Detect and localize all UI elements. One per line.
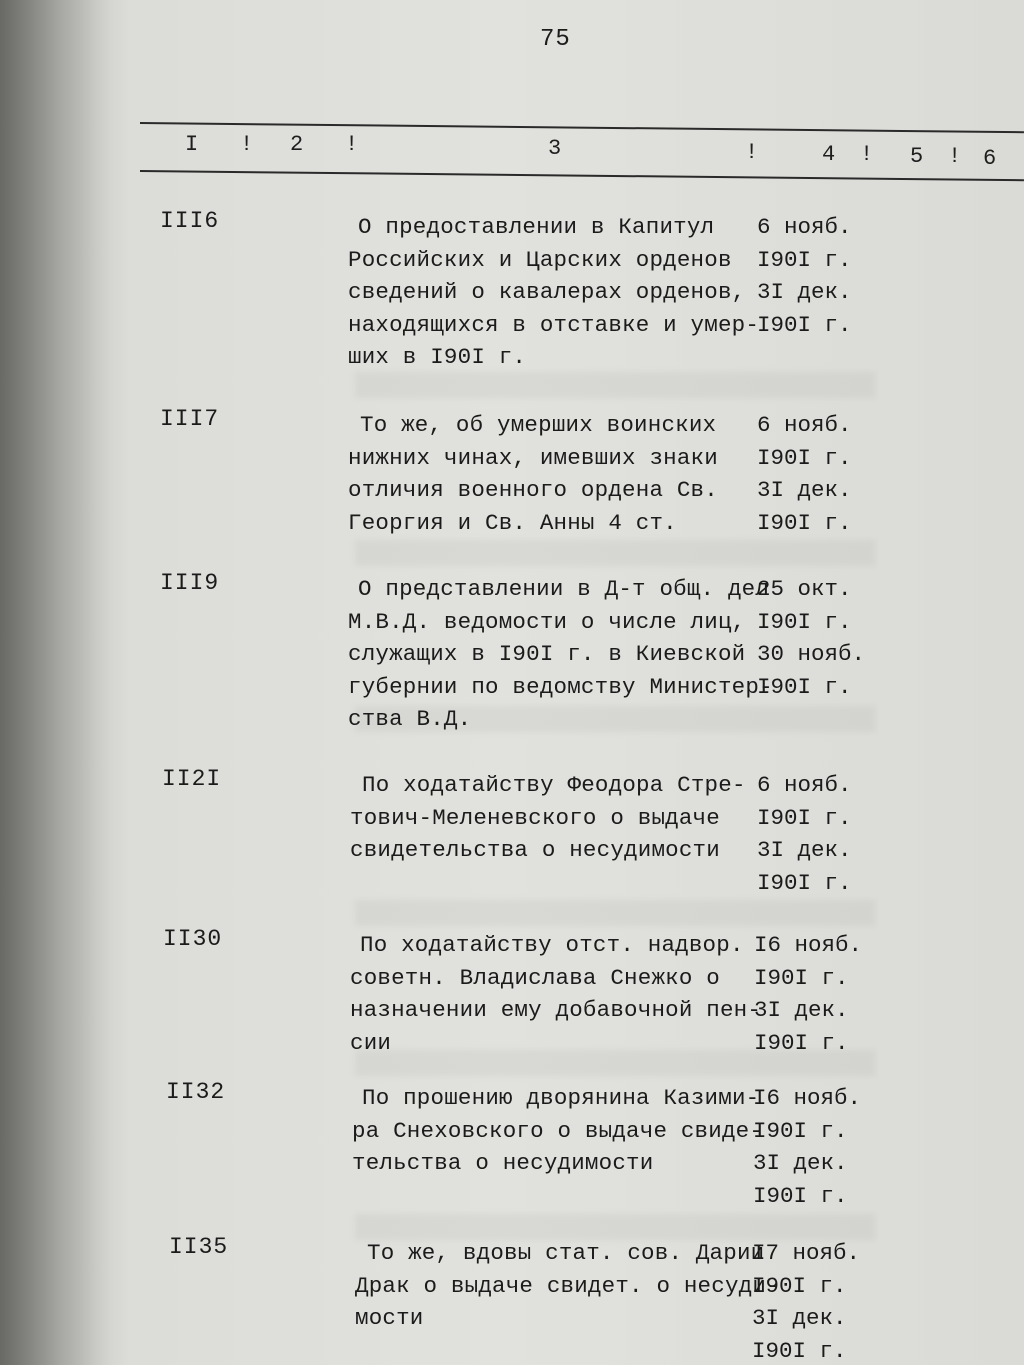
header-rule-top: [140, 122, 1024, 133]
entry-description-line: М.В.Д. ведомости о числе лиц,: [348, 608, 746, 635]
header-col-5: 5: [910, 144, 924, 169]
entry-description-line: Драк о выдаче свидет. о несуди-: [355, 1272, 780, 1299]
header-col-4: 4: [822, 142, 836, 167]
header-col-2: 2: [290, 132, 304, 157]
entry-date-year: I90I г.: [757, 509, 852, 536]
entry-date-day: I7 нояб.: [752, 1240, 861, 1266]
entry-description-line: мости: [355, 1305, 424, 1331]
entry-description-line: Георгия и Св. Анны 4 ст.: [348, 509, 677, 536]
entry-date-day: 6 нояб.: [757, 412, 852, 438]
entry-description-line: сии: [350, 1029, 392, 1056]
entry-description-line: По ходатайству отст. надвор.: [360, 932, 744, 958]
entry-date-day: 6 нояб.: [757, 772, 852, 798]
entry-date-year: I90I г.: [754, 1029, 849, 1056]
header-separator: !: [860, 142, 874, 167]
header-separator: !: [948, 144, 962, 169]
entry-description-line: губернии по ведомству Министер-: [348, 673, 773, 700]
entry-description-line: тельства о несудимости: [352, 1150, 654, 1176]
entry-description-line: нижних чинах, имевших знаки: [348, 444, 718, 471]
entry-date-year: I90I г.: [757, 673, 852, 700]
header-separator: !: [240, 132, 254, 157]
entry-date-day: 30 нояб.: [757, 641, 866, 667]
entry-date-year: I90I г.: [757, 804, 852, 831]
book-spine-shadow: [0, 0, 110, 1365]
entry-description-line: Российских и Царских орденов: [348, 246, 732, 273]
entry-date-day: 3I дек.: [757, 477, 852, 503]
entry-number: III7: [160, 406, 220, 432]
entry-number: II30: [163, 926, 223, 952]
entry-date-year: I90I г.: [757, 246, 852, 273]
entry-description-line: То же, об умерших воинских: [360, 412, 717, 438]
header-col-1: I: [185, 132, 199, 157]
header-separator: !: [745, 140, 759, 165]
entry-description-line: тович-Меленевского о выдаче: [350, 804, 720, 831]
entry-number: III6: [160, 208, 220, 234]
entry-date-year: I90I г.: [757, 444, 852, 471]
entry-description-line: По ходатайству Феодора Стре-: [362, 772, 746, 798]
entry-date-year: I90I г.: [757, 608, 852, 635]
entry-description-line: О представлении в Д-т общ. дел: [358, 576, 770, 602]
entry-description-line: советн. Владислава Снежко о: [350, 964, 720, 991]
entry-description-line: отличия военного ордена Св.: [348, 477, 718, 503]
entry-description-line: То же, вдовы стат. сов. Дарии: [367, 1240, 765, 1266]
entry-number: II32: [166, 1079, 226, 1105]
bleed-through: [355, 540, 875, 566]
entry-description-line: ства В.Д.: [348, 706, 472, 732]
entry-date-year: I90I г.: [753, 1182, 848, 1209]
entry-number: III9: [160, 570, 220, 596]
entry-date-day: I6 нояб.: [754, 932, 863, 958]
header-col-3: 3: [548, 136, 562, 161]
entry-date-year: I90I г.: [757, 869, 852, 896]
page-number: 75: [540, 26, 571, 53]
entry-description-line: свидетельства о несудимости: [350, 837, 720, 863]
entry-date-day: 3I дек.: [752, 1305, 847, 1331]
entry-date-day: 6 нояб.: [757, 214, 852, 240]
entry-date-year: I90I г.: [753, 1117, 848, 1144]
entry-description-line: ших в I90I г.: [348, 344, 527, 370]
entry-description-line: сведений о кавалерах орденов,: [348, 279, 746, 305]
header-rule-bottom: [140, 170, 1024, 181]
entry-date-year: I90I г.: [757, 311, 852, 338]
entry-description-line: служащих в I90I г. в Киевской: [348, 641, 746, 667]
bleed-through: [355, 1214, 875, 1240]
bleed-through: [355, 900, 875, 926]
header-separator: !: [345, 132, 359, 157]
entry-date-day: 3I дек.: [757, 279, 852, 305]
entry-date-day: I6 нояб.: [753, 1085, 862, 1111]
entry-description-line: назначении ему добавочной пен-: [350, 997, 762, 1023]
entry-date-day: 25 окт.: [757, 576, 852, 602]
entry-number: II35: [169, 1234, 229, 1260]
entry-description-line: О предоставлении в Капитул: [358, 214, 715, 240]
entry-number: II2I: [162, 766, 222, 792]
header-col-6: 6: [983, 146, 997, 171]
entry-description-line: ра Снеховского о выдаче свиде-: [352, 1117, 764, 1144]
entry-description-line: находящихся в отставке и умер-: [348, 311, 760, 338]
entry-date-year: I90I г.: [754, 964, 849, 991]
bleed-through: [355, 372, 875, 398]
entry-date-day: 3I дек.: [753, 1150, 848, 1176]
entry-date-year: I90I г.: [752, 1272, 847, 1299]
entry-date-day: 3I дек.: [754, 997, 849, 1023]
entry-description-line: По прошению дворянина Казими-: [362, 1085, 760, 1111]
entry-date-day: 3I дек.: [757, 837, 852, 863]
entry-date-year: I90I г.: [752, 1337, 847, 1364]
